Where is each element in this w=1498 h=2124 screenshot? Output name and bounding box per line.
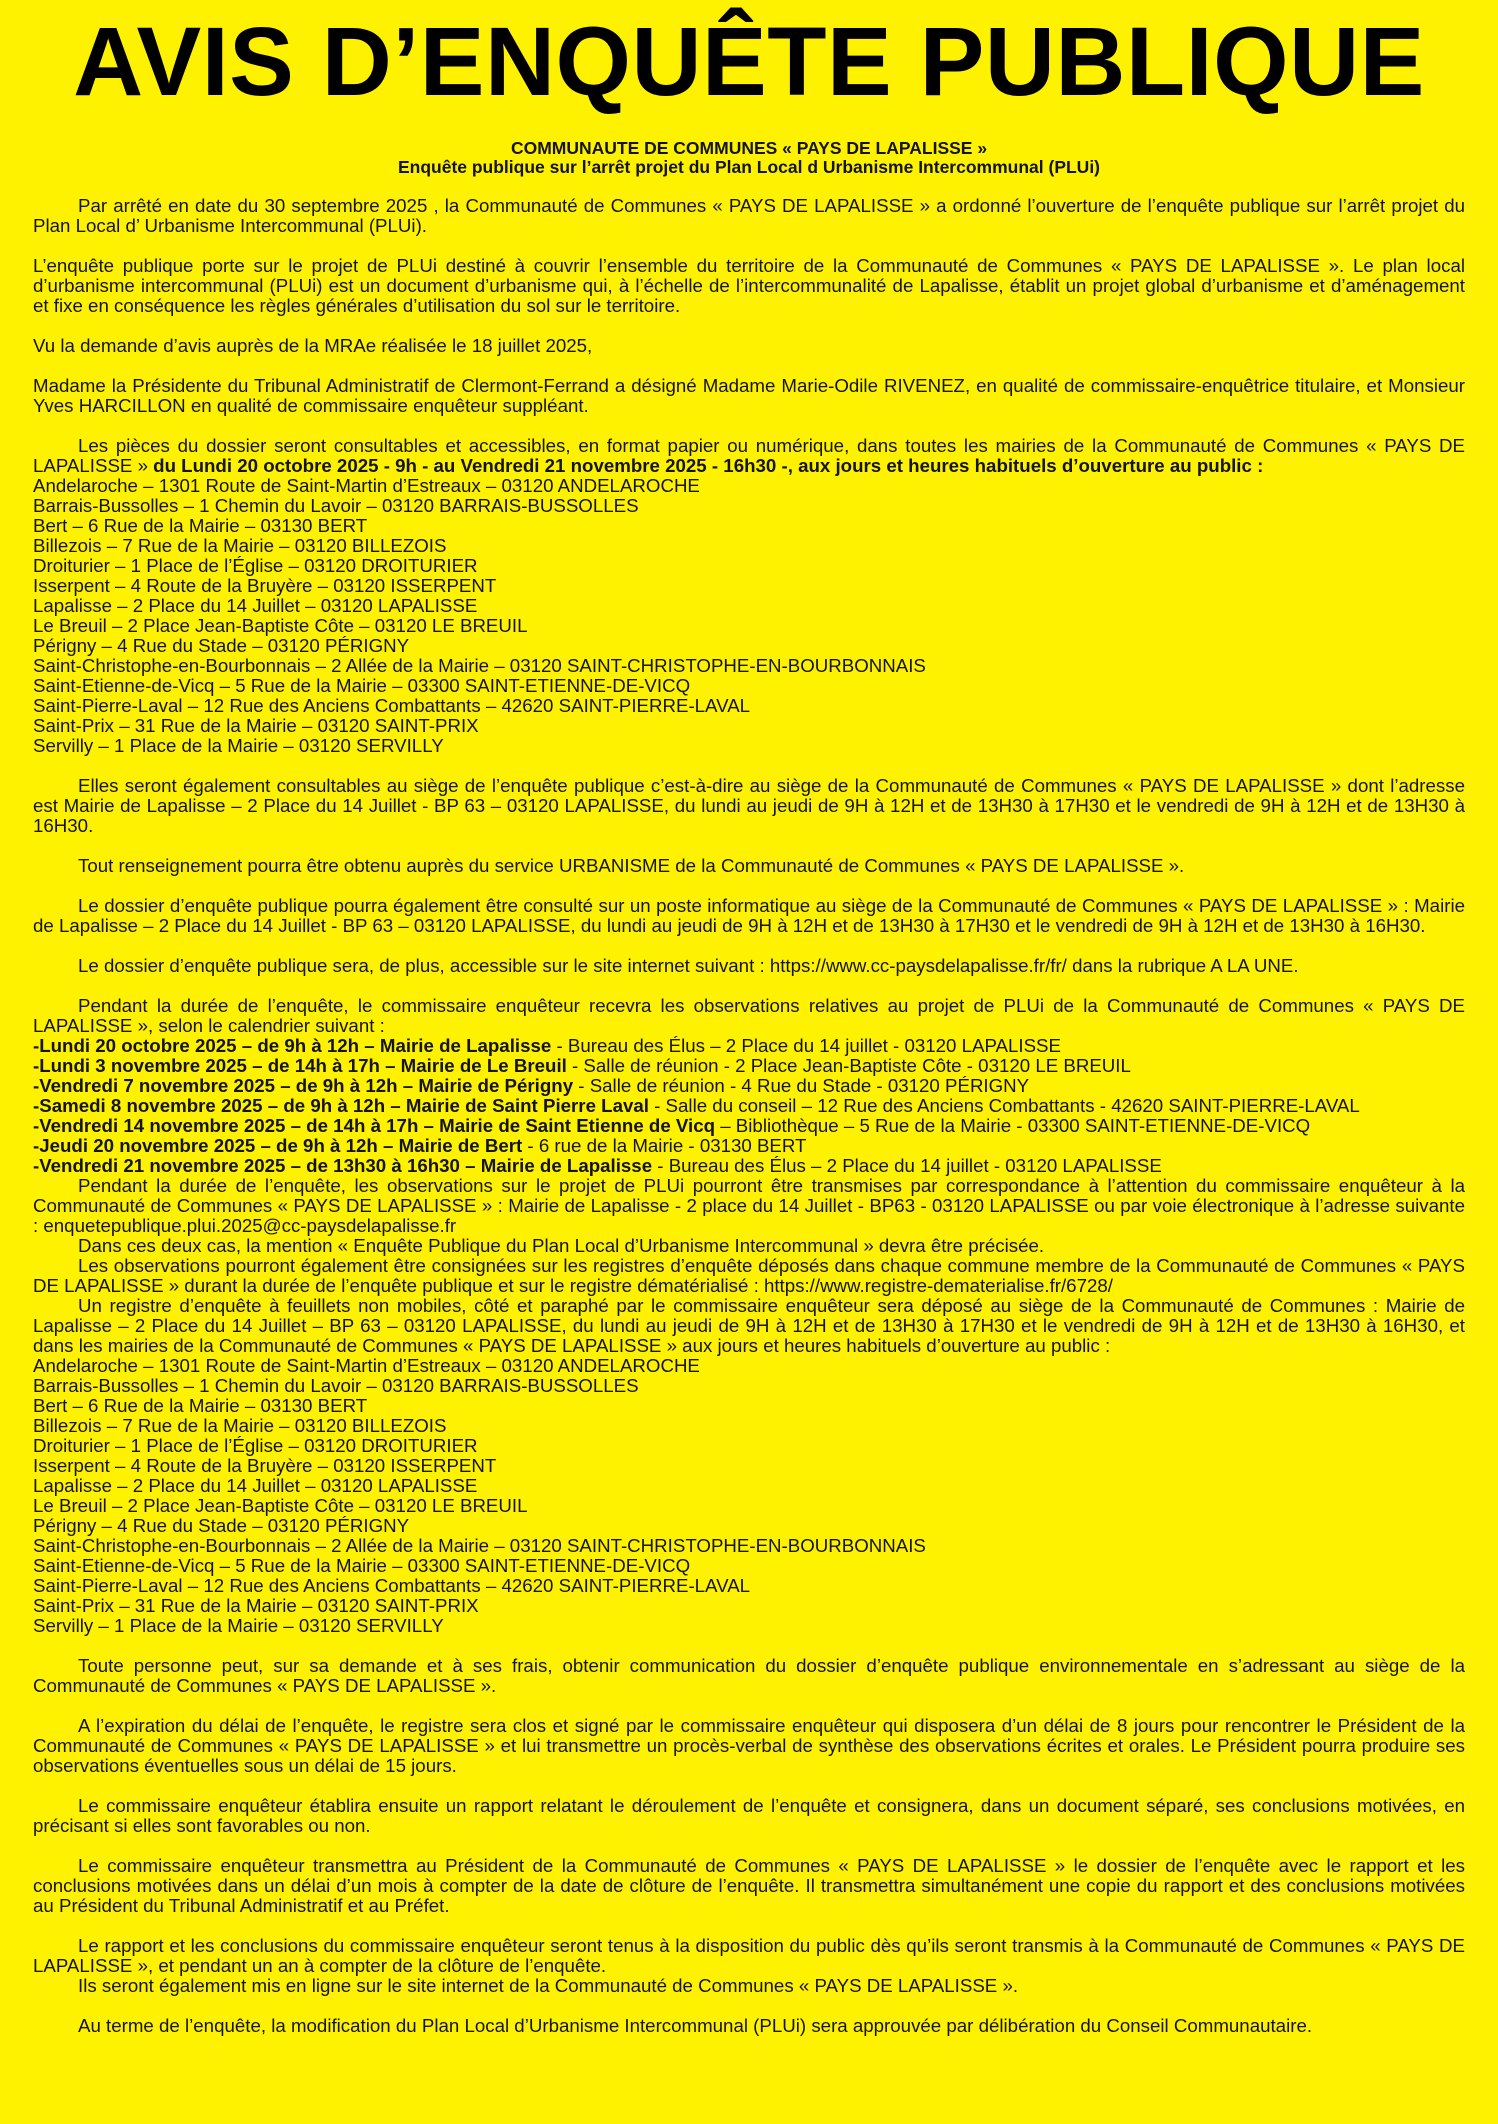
permanence-date: -Vendredi 7 novembre 2025 – de 9h à 12h – Mairie de Périgny: [33, 1075, 574, 1096]
mairie-address: Barrais-Bussolles – 1 Chemin du Lavoir – 03120 BARRAIS-BUSSOLLES: [33, 495, 639, 516]
permanence-item: [33, 1156, 1465, 1176]
permanence-date: -Lundi 20 octobre 2025 – de 9h à 12h – Mairie de Lapalisse: [33, 1035, 552, 1056]
mairie-address: Saint-Pierre-Laval – 12 Rue des Anciens Combattants – 42620 SAINT-PIERRE-LAVAL: [33, 1575, 751, 1596]
consultation-dates: du Lundi 20 octobre 2025 - 9h - au Vendredi 21 novembre 2025 - 16h30 -, aux jours et heures habituels d’ouverture au public :: [147, 455, 1264, 476]
mairie-address: Servilly – 1 Place de la Mairie – 03120 SERVILLY: [33, 1615, 444, 1636]
paragraph-calendrier: Pendant la durée de l’enquête, le commissaire enquêteur recevra les observations relatives au projet de PLUi de la Communauté de Communes « PAYS DE LAPALISSE », selon le calendrier suivant :: [33, 995, 1465, 1036]
paragraph-registres: Les observations pourront également être consignées sur les registres d’enquête déposés dans chaque commune membre de la Communauté de Communes « PAYS DE LAPALISSE » durant la durée de l’enquête publique et sur le registre dématérialisé : https://www.registre-dematerialise.fr/6728/: [33, 1255, 1465, 1296]
paragraph-disposition: Le rapport et les conclusions du commissaire enquêteur seront tenus à la disposition du public dès qu’ils seront transmis à la Communauté de Communes « PAYS DE LAPALISSE », et pendant un an à compter de la clôture de l’enquête.: [33, 1935, 1465, 1976]
mairie-address: Billezois – 7 Rue de la Mairie – 03120 BILLEZOIS: [33, 535, 447, 556]
mairie-address: Bert – 6 Rue de la Mairie – 03130 BERT: [33, 515, 368, 536]
paragraph-correspondance: Pendant la durée de l’enquête, les observations sur le projet de PLUi pourront être transmises par correspondance à l’attention du commissaire enquêteur à la Communauté de Communes « PAYS DE LAPALISSE » : Mairie de Lapalisse - 2 place du 14 Juillet - BP63 - 03120 LAPALISSE ou par voie électronique à l’adresse suivante : enquetepublique.plui.2025@cc-paysdelapalisse.fr: [33, 1175, 1465, 1236]
permanence-date: -Lundi 3 novembre 2025 – de 14h à 17h – Mairie de Le Breuil: [33, 1055, 567, 1076]
mairies-list-2: [33, 1356, 1465, 1636]
mairie-address: Barrais-Bussolles – 1 Chemin du Lavoir – 03120 BARRAIS-BUSSOLLES: [33, 1375, 639, 1396]
paragraph-siege: Elles seront également consultables au siège de l’enquête publique c’est-à-dire au siège de la Communauté de Communes « PAYS DE LAPALISSE » dont l’adresse est Mairie de Lapalisse – 2 Place du 14 Juillet - BP 63 – 03120 LAPALISSE, du lundi au jeudi de 9H à 12H et de 13H30 à 17H30 et le vendredi de 9H à 12H et de 13H30 à 16H30.: [33, 775, 1465, 836]
permanence-location: - Bureau des Élus – 2 Place du 14 juillet - 03120 LAPALISSE: [551, 1035, 1061, 1056]
permanence-location: - Salle de réunion - 2 Place Jean-Baptiste Côte - 03120 LE BREUIL: [566, 1055, 1131, 1076]
mairie-address: Droiturier – 1 Place de l’Église – 03120 DROITURIER: [33, 1435, 478, 1456]
subtitle-subject: Enquête publique sur l’arrêt projet du Plan Local d Urbanisme Intercommunal (PLUi): [397, 157, 1101, 177]
mairie-address: Andelaroche – 1301 Route de Saint-Martin d’Estreaux – 03120 ANDELAROCHE: [33, 1355, 700, 1376]
permanence-location: - Bureau des Élus – 2 Place du 14 juillet - 03120 LAPALISSE: [652, 1155, 1162, 1176]
paragraph-mise-en-ligne: Ils seront également mis en ligne sur le site internet de la Communauté de Communes « PAYS DE LAPALISSE ».: [78, 1975, 1019, 1996]
permanence-item: [33, 1076, 1465, 1096]
paragraph-consultation: [33, 436, 1465, 476]
paragraph-mention: Dans ces deux cas, la mention « Enquête Publique du Plan Local d’Urbanisme Intercommunal » devra être précisée.: [78, 1235, 1045, 1256]
mairie-address: Saint-Prix – 31 Rue de la Mairie – 03120 SAINT-PRIX: [33, 715, 479, 736]
permanence-date: -Vendredi 21 novembre 2025 – de 13h30 à 16h30 – Mairie de Lapalisse: [33, 1155, 653, 1176]
paragraph-expiration: A l’expiration du délai de l’enquête, le registre sera clos et signé par le commissaire enquêteur qui disposera d’un délai de 8 jours pour rencontrer le Président de la Communauté de Communes « PAYS DE LAPALISSE » et lui transmettre un procès-verbal de synthèse des observations écrites et orales. Le Président pourra produire ses observations éventuelles sous un délai de 15 jours.: [33, 1715, 1465, 1776]
paragraph-rapport: Le commissaire enquêteur établira ensuite un rapport relatant le déroulement de l’enquête et consignera, dans un document séparé, ses conclusions motivées, en précisant si elles sont favorables ou non.: [33, 1795, 1465, 1836]
paragraph-registre-siege: Un registre d’enquête à feuillets non mobiles, côté et paraphé par le commissaire enquêteur sera déposé au siège de la Communauté de Communes : Mairie de Lapalisse – 2 Place du 14 Juillet – BP 63 – 03120 LAPALISSE, du lundi au jeudi de 9H à 12H et de 13H30 à 17H30 et le vendredi de 9H à 12H et de 13H30 à 16H30, et dans les mairies de la Communauté de Communes « PAYS DE LAPALISSE » aux jours et heures habituels d’ouverture au public :: [33, 1295, 1465, 1356]
mairie-address: Saint-Christophe-en-Bourbonnais – 2 Allée de la Mairie – 03120 SAINT-CHRISTOPHE-EN-BOURBONNAIS: [33, 1535, 926, 1556]
permanence-location: - 6 rue de la Mairie - 03130 BERT: [522, 1135, 807, 1156]
paragraph-approbation: Au terme de l’enquête, la modification du Plan Local d’Urbanisme Intercommunal (PLUi) sera approuvée par délibération du Conseil Communautaire.: [78, 2015, 1313, 2036]
permanence-item: [33, 1036, 1465, 1056]
mairie-address: Isserpent – 4 Route de la Bruyère – 03120 ISSERPENT: [33, 575, 497, 596]
mairie-address: Bert – 6 Rue de la Mairie – 03130 BERT: [33, 1395, 368, 1416]
mairie-address: Saint-Etienne-de-Vicq – 5 Rue de la Mairie – 03300 SAINT-ETIENNE-DE-VICQ: [33, 1555, 691, 1576]
paragraph-site-internet: Le dossier d’enquête publique sera, de plus, accessible sur le site internet suivant : https://www.cc-paysdelapalisse.fr/fr/ dans la rubrique A LA UNE.: [78, 955, 1299, 976]
mairies-list-1: [33, 476, 1465, 756]
paragraph-objet: L’enquête publique porte sur le projet de PLUi destiné à couvrir l’ensemble du territoire de la Communauté de Communes « PAYS DE LAPALISSE ». Le plan local d’urbanisme intercommunal (PLUi) est un document d’urbanisme qui, à l’échelle de l’intercommunalité de Lapalisse, établit un projet global d’urbanisme et d’aménagement et fixe en conséquence les règles générales d’utilisation du sol sur le territoire.: [33, 255, 1465, 316]
mairie-address: Périgny – 4 Rue du Stade – 03120 PÉRIGNY: [33, 635, 410, 656]
mairie-address: Servilly – 1 Place de la Mairie – 03120 SERVILLY: [33, 735, 444, 756]
paragraph-commissaire: Madame la Présidente du Tribunal Administratif de Clermont-Ferrand a désigné Madame Marie-Odile RIVENEZ, en qualité de commissaire-enquêtrice titulaire, et Monsieur Yves HARCILLON en qualité de commissaire enquêteur suppléant.: [33, 375, 1465, 416]
permanence-item: [33, 1136, 1465, 1156]
paragraph-renseignement: Tout renseignement pourra être obtenu auprès du service URBANISME de la Communauté de Communes « PAYS DE LAPALISSE ».: [78, 855, 1185, 876]
permanence-date: -Vendredi 14 novembre 2025 – de 14h à 17h – Mairie de Saint Etienne de Vicq: [33, 1115, 716, 1136]
mairie-address: Le Breuil – 2 Place Jean-Baptiste Côte – 03120 LE BREUIL: [33, 1495, 528, 1516]
mairie-address: Le Breuil – 2 Place Jean-Baptiste Côte – 03120 LE BREUIL: [33, 615, 528, 636]
mairie-address: Saint-Christophe-en-Bourbonnais – 2 Allée de la Mairie – 03120 SAINT-CHRISTOPHE-EN-BOURBONNAIS: [33, 655, 926, 676]
permanence-item: [33, 1116, 1465, 1136]
paragraph-poste-informatique: Le dossier d’enquête publique pourra également être consulté sur un poste informatique au siège de la Communauté de Communes « PAYS DE LAPALISSE » : Mairie de Lapalisse – 2 Place du 14 Juillet - BP 63 – 03120 LAPALISSE, du lundi au jeudi de 9H à 12H et de 13H30 à 17H30 et le vendredi de 9H à 12H et de 13H30 à 16H30.: [33, 895, 1465, 936]
mairie-address: Isserpent – 4 Route de la Bruyère – 03120 ISSERPENT: [33, 1455, 497, 1476]
permanence-location: - Salle de réunion - 4 Rue du Stade - 03120 PÉRIGNY: [573, 1075, 1030, 1096]
mairie-address: Saint-Prix – 31 Rue de la Mairie – 03120 SAINT-PRIX: [33, 1595, 479, 1616]
paragraph-arrete: Par arrêté en date du 30 septembre 2025 , la Communauté de Communes « PAYS DE LAPALISSE » a ordonné l’ouverture de l’enquête publique sur l’arrêt projet du Plan Local d’ Urbanisme Intercommunal (PLUi).: [33, 195, 1465, 236]
paragraph-mrae: Vu la demande d’avis auprès de la MRAe réalisée le 18 juillet 2025,: [33, 335, 593, 356]
permanence-location: – Bibliothèque – 5 Rue de la Mairie - 03300 SAINT-ETIENNE-DE-VICQ: [715, 1115, 1311, 1136]
permanence-location: - Salle du conseil – 12 Rue des Anciens Combattants - 42620 SAINT-PIERRE-LAVAL: [648, 1095, 1360, 1116]
mairie-address: Saint-Pierre-Laval – 12 Rue des Anciens Combattants – 42620 SAINT-PIERRE-LAVAL: [33, 695, 751, 716]
subtitle-organization: COMMUNAUTE DE COMMUNES « PAYS DE LAPALISSE »: [510, 138, 988, 158]
notice-body: [33, 196, 1465, 2036]
paragraph-transmission: Le commissaire enquêteur transmettra au Président de la Communauté de Communes « PAYS DE LAPALISSE » le dossier de l’enquête avec le rapport et les conclusions motivées dans un délai d’un mois à compter de la date de clôture de l’enquête. Il transmettra simultanément une copie du rapport et des conclusions motivées au Président du Tribunal Administratif et au Préfet.: [33, 1855, 1465, 1916]
mairie-address: Andelaroche – 1301 Route de Saint-Martin d’Estreaux – 03120 ANDELAROCHE: [33, 475, 700, 496]
paragraph-communication: Toute personne peut, sur sa demande et à ses frais, obtenir communication du dossier d’enquête publique environnementale en s’adressant au siège de la Communauté de Communes « PAYS DE LAPALISSE ».: [33, 1655, 1465, 1696]
mairie-address: Périgny – 4 Rue du Stade – 03120 PÉRIGNY: [33, 1515, 410, 1536]
permanence-date: -Jeudi 20 novembre 2025 – de 9h à 12h – Mairie de Bert: [33, 1135, 523, 1156]
mairie-address: Lapalisse – 2 Place du 14 Juillet – 03120 LAPALISSE: [33, 1475, 478, 1496]
permanences-list: [33, 1036, 1465, 1176]
mairie-address: Droiturier – 1 Place de l’Église – 03120 DROITURIER: [33, 555, 478, 576]
mairie-address: Lapalisse – 2 Place du 14 Juillet – 03120 LAPALISSE: [33, 595, 478, 616]
notice-title: AVIS D’ENQUÊTE PUBLIQUE: [73, 7, 1425, 116]
permanence-item: [33, 1096, 1465, 1116]
permanence-date: -Samedi 8 novembre 2025 – de 9h à 12h – Mairie de Saint Pierre Laval: [33, 1095, 649, 1116]
permanence-item: [33, 1056, 1465, 1076]
consultation-text: Les pièces du dossier seront consultables et accessibles, en format papier ou numérique, dans toutes les mairies de la Communauté de Communes « PAYS DE LAPALISSE »: [33, 435, 1465, 476]
mairie-address: Billezois – 7 Rue de la Mairie – 03120 BILLEZOIS: [33, 1415, 447, 1436]
mairie-address: Saint-Etienne-de-Vicq – 5 Rue de la Mairie – 03300 SAINT-ETIENNE-DE-VICQ: [33, 675, 691, 696]
